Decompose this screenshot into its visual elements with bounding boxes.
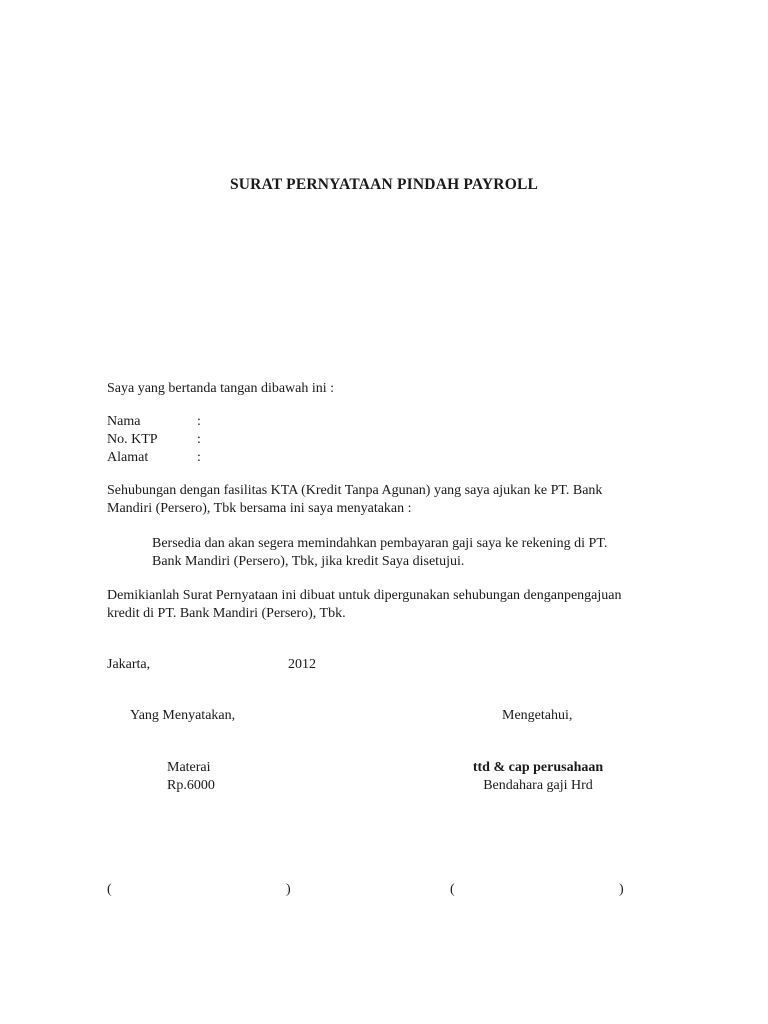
document-title: SURAT PERNYATAAN PINDAH PAYROLL xyxy=(229,176,539,193)
paragraph1-line1: Sehubungan dengan fasilitas KTA (Kredit Tanpa Agunan) yang saya ajukan ke PT. Bank xyxy=(107,483,603,498)
field-label-alamat: Alamat xyxy=(107,450,149,465)
year-label: 2012 xyxy=(288,657,316,672)
field-sep-ktp: : xyxy=(197,432,201,447)
field-label-nama: Nama xyxy=(107,414,141,429)
closing-line2: kredit di PT. Bank Mandiri (Persero), Tbk. xyxy=(107,606,346,621)
stamp-line2: Rp.6000 xyxy=(167,778,215,793)
left-sign-open-paren: ( xyxy=(107,882,112,897)
right-sign-open-paren: ( xyxy=(450,882,455,897)
stamp-line1: Materai xyxy=(167,760,211,775)
left-sign-heading: Yang Menyatakan, xyxy=(130,708,236,723)
field-sep-nama: : xyxy=(197,414,201,429)
paragraph1-line2: Mandiri (Persero), Tbk bersama ini saya menyatakan : xyxy=(107,501,412,516)
statement-line2: Bank Mandiri (Persero), Tbk, jika kredit Saya disetujui. xyxy=(152,554,465,569)
field-sep-alamat: : xyxy=(197,450,201,465)
right-sign-close-paren: ) xyxy=(619,882,624,897)
hrd-label: Bendahara gaji Hrd xyxy=(483,778,593,793)
left-sign-close-paren: ) xyxy=(286,882,291,897)
field-label-ktp: No. KTP xyxy=(107,432,158,447)
right-sign-heading: Mengetahui, xyxy=(502,708,573,723)
intro-text: Saya yang bertanda tangan dibawah ini : xyxy=(107,381,335,396)
company-stamp-label: ttd & cap perusahaan xyxy=(472,760,604,775)
statement-line1: Bersedia dan akan segera memindahkan pembayaran gaji saya ke rekening di PT. xyxy=(152,536,608,551)
closing-line1: Demikianlah Surat Pernyataan ini dibuat untuk dipergunakan sehubungan denganpengajuan xyxy=(107,588,622,603)
place-label: Jakarta, xyxy=(107,657,151,672)
